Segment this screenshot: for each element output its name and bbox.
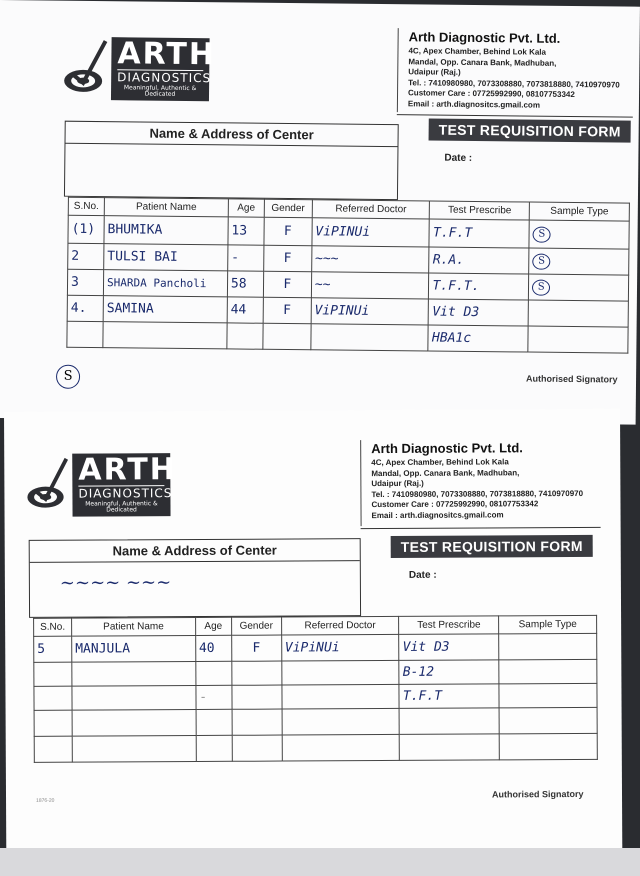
cell-doctor xyxy=(311,324,429,351)
cell-sno xyxy=(34,686,72,710)
logo-sub: DIAGNOSTICS xyxy=(117,70,212,86)
requisition-form-2 xyxy=(4,409,622,852)
cell-sno xyxy=(34,662,72,686)
center-box xyxy=(64,121,399,200)
cell-sample xyxy=(529,220,629,249)
company-info xyxy=(397,28,638,115)
company-name: Arth Diagnostic Pvt. Ltd. xyxy=(408,29,561,46)
cell-name: SHARDA Pancholi xyxy=(103,270,227,297)
cell-doctor xyxy=(282,684,400,709)
cell-name xyxy=(72,735,196,762)
header-rule xyxy=(397,114,633,117)
cell-sample xyxy=(528,326,628,353)
logo-word: ARTH xyxy=(78,452,177,488)
cell-name: TULSI BAI xyxy=(104,244,228,271)
date-label: Date : xyxy=(408,569,437,581)
cell-gender: F xyxy=(263,297,311,324)
col-test-prescribe: Test Prescribe xyxy=(399,616,499,635)
cell-sample xyxy=(499,659,597,684)
col-sno: S.No. xyxy=(68,197,104,215)
center-value xyxy=(65,144,397,157)
company-email: Email : arth.diagnositcs.gmail.com xyxy=(407,98,541,110)
col-age: Age xyxy=(228,199,264,217)
col-sample-type: Sample Type xyxy=(499,615,597,634)
authorised-signatory: Authorised Signatory xyxy=(491,788,584,800)
date-label: Date : xyxy=(444,152,473,164)
company-care: Customer Care : 07725992990, 08107753342 xyxy=(408,88,575,100)
cell-sample xyxy=(499,633,597,660)
cell-age: 40 xyxy=(195,635,231,661)
cell-test: HBA1c xyxy=(428,325,528,352)
cell-sno xyxy=(34,736,72,762)
cell-age xyxy=(196,661,232,685)
cell-name xyxy=(72,686,196,711)
cell-sample xyxy=(529,274,629,301)
col-patient-name: Patient Name xyxy=(72,618,196,637)
cell-doctor xyxy=(281,660,399,685)
col-sample-type: Sample Type xyxy=(529,202,629,221)
company-address-1: 4C, Apex Chamber, Behind Lok Kala xyxy=(371,457,509,468)
cell-name: BHUMIKA xyxy=(104,216,228,245)
company-email: Email : arth.diagnositcs.gmail.com xyxy=(371,509,504,520)
requisition-form-1 xyxy=(0,0,640,425)
sample-circle: S xyxy=(532,254,550,270)
arth-logo xyxy=(26,452,177,517)
company-info xyxy=(360,439,604,526)
header-rule xyxy=(361,527,601,529)
cell-age: 44 xyxy=(227,297,263,323)
table-row xyxy=(67,321,628,353)
footer-mark xyxy=(56,365,80,389)
cell-age: 13 xyxy=(228,217,264,245)
col-test-prescribe: Test Prescribe xyxy=(430,201,530,220)
cell-sno: 2 xyxy=(68,243,104,269)
cell-age xyxy=(196,709,232,735)
cell-test xyxy=(400,734,500,761)
cell-gender xyxy=(232,709,282,735)
company-address-2: Mandal, Opp. Canara Bank, Madhuban, xyxy=(408,56,557,68)
cell-sno: 5 xyxy=(34,636,72,662)
cell-sample xyxy=(529,248,629,275)
table-row xyxy=(34,707,597,736)
logo-sub: DIAGNOSTICS xyxy=(78,486,173,501)
cell-name: SAMINA xyxy=(103,296,227,323)
cell-gender xyxy=(231,661,281,685)
logo-tagline: Meaningful, Authentic & Dedicated xyxy=(85,500,158,514)
company-address-3: Udaipur (Raj.) xyxy=(408,67,461,77)
col-gender: Gender xyxy=(231,617,281,635)
footer-mark-circle: S xyxy=(56,365,80,389)
col-referred-doctor: Referred Doctor xyxy=(312,200,430,219)
cell-sample xyxy=(499,707,597,734)
cell-sno: 4. xyxy=(67,295,103,321)
patient-table xyxy=(33,615,598,763)
cell-gender xyxy=(263,323,311,350)
cell-test: T.F.T. xyxy=(429,273,529,300)
form-title: TEST REQUISITION FORM xyxy=(429,118,631,142)
company-tel: Tel. : 7410980980, 7073308880, 7073818880, 7410970970 xyxy=(408,77,620,89)
cell-doctor: ViPINUi xyxy=(312,218,430,247)
table-row xyxy=(34,633,597,662)
cell-test xyxy=(399,708,499,735)
center-box xyxy=(29,538,361,618)
cell-test: B-12 xyxy=(399,660,499,685)
cell-gender: F xyxy=(263,245,311,272)
cell-name: MANJULA xyxy=(72,636,196,663)
cell-sno: 3 xyxy=(67,269,103,295)
cell-gender xyxy=(232,735,282,761)
cell-sno xyxy=(67,321,103,347)
cell-age xyxy=(227,323,263,349)
center-value: ~~~~ ~~~ xyxy=(59,572,172,594)
logo-word: ARTH xyxy=(117,36,217,73)
cell-gender: F xyxy=(263,271,311,298)
cell-doctor xyxy=(282,734,400,761)
cell-test: R.A. xyxy=(429,247,529,274)
patient-table xyxy=(66,197,630,354)
background-strip xyxy=(0,848,640,876)
sample-circle: S xyxy=(533,227,551,243)
target-check-logo-icon xyxy=(26,454,68,512)
cell-test: Vit D3 xyxy=(429,299,529,326)
company-name: Arth Diagnostic Pvt. Ltd. xyxy=(371,440,523,457)
company-care: Customer Care : 07725992990, 08107753342 xyxy=(371,499,539,510)
col-gender: Gender xyxy=(264,199,312,218)
cell-sample xyxy=(528,300,628,327)
cell-age xyxy=(196,735,232,761)
company-address-2: Mandal, Opp. Canara Bank, Madhuban, xyxy=(371,467,520,478)
cell-test: T.F.T xyxy=(429,219,529,248)
cell-age: - xyxy=(196,685,232,709)
cell-doctor: ViPINUi xyxy=(311,298,429,325)
cell-sample xyxy=(499,733,597,760)
table-row xyxy=(34,683,597,710)
cell-doctor: ~~ xyxy=(311,272,429,299)
print-stamp: 1876-20 xyxy=(36,797,55,804)
authorised-signatory: Authorised Signatory xyxy=(526,373,618,385)
arth-logo xyxy=(63,36,217,102)
sample-circle: S xyxy=(532,280,550,296)
form-title: TEST REQUISITION FORM xyxy=(391,535,593,558)
table-row xyxy=(34,659,597,686)
cell-name xyxy=(103,322,227,349)
cell-test: T.F.T xyxy=(399,684,499,709)
cell-age: - xyxy=(228,245,264,271)
table-row xyxy=(34,733,597,762)
company-address-3: Udaipur (Raj.) xyxy=(371,478,424,489)
cell-test: Vit D3 xyxy=(399,634,499,661)
target-check-logo-icon xyxy=(63,37,108,95)
col-sno: S.No. xyxy=(34,618,72,636)
center-title: Name & Address of Center xyxy=(65,122,397,147)
cell-age: 58 xyxy=(227,271,263,297)
center-title: Name & Address of Center xyxy=(30,539,360,563)
cell-gender: F xyxy=(264,217,312,246)
cell-sample xyxy=(499,683,597,708)
col-patient-name: Patient Name xyxy=(104,198,228,217)
cell-gender xyxy=(232,685,282,709)
cell-gender: F xyxy=(231,635,281,661)
logo-tagline: Meaningful, Authentic & Dedicated xyxy=(123,84,197,98)
cell-doctor: ~~~ xyxy=(311,246,429,273)
cell-name xyxy=(72,662,196,687)
cell-sno xyxy=(34,710,72,736)
cell-doctor: ViPiNUi xyxy=(281,634,399,661)
cell-sno: (1) xyxy=(68,215,104,243)
cell-name xyxy=(72,709,196,736)
cell-doctor xyxy=(282,708,400,735)
col-referred-doctor: Referred Doctor xyxy=(281,616,399,635)
company-tel: Tel. : 7410980980, 7073308880, 7073818880, 7410970970 xyxy=(371,488,584,499)
company-address-1: 4C, Apex Chamber, Behind Lok Kala xyxy=(408,46,547,57)
col-age: Age xyxy=(195,617,231,635)
